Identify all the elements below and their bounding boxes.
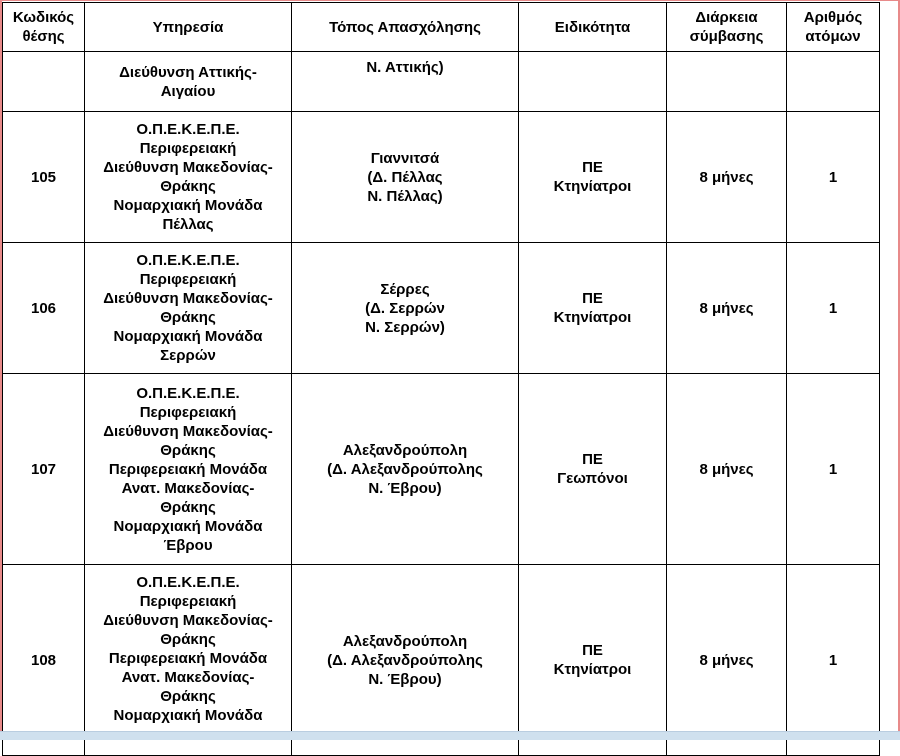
header-code-line: Κωδικός bbox=[12, 9, 75, 26]
service-line: Θράκης bbox=[160, 688, 216, 705]
cell-code: 107 bbox=[3, 374, 85, 565]
cell-specialty bbox=[519, 374, 667, 565]
specialty-line: ΠΕ bbox=[582, 451, 603, 468]
cell-code: 108 bbox=[3, 565, 85, 756]
table-row bbox=[3, 243, 880, 374]
place-line: Ν. Σερρών) bbox=[365, 318, 445, 336]
place-line: Γιαννιτσά bbox=[370, 149, 440, 167]
service-line: Διεύθυνση Μακεδονίας- bbox=[103, 159, 273, 176]
cell-place bbox=[292, 565, 519, 756]
positions-table bbox=[2, 2, 880, 756]
place-line: Αλεξανδρούπολη bbox=[342, 632, 468, 650]
header-service bbox=[85, 3, 292, 52]
cell-code: 106 bbox=[3, 243, 85, 374]
specialty-line: Κτηνίατροι bbox=[553, 178, 632, 195]
service-line: Ο.Π.Ε.Κ.Ε.Π.Ε. bbox=[136, 121, 240, 138]
cell-duration: 8 μήνες bbox=[667, 243, 787, 374]
cell-service bbox=[85, 52, 292, 112]
specialty-line: ΠΕ bbox=[582, 159, 603, 176]
header-specialty bbox=[519, 3, 667, 52]
service-line: Διεύθυνση Αττικής- bbox=[119, 63, 257, 81]
service-line: Σερρών bbox=[160, 347, 216, 364]
cell-duration bbox=[667, 52, 787, 112]
place-line: Σέρρες bbox=[380, 280, 430, 298]
cell-count: 1 bbox=[787, 565, 880, 756]
service-line: Έβρου bbox=[163, 536, 213, 554]
service-line: Διεύθυνση Μακεδονίας- bbox=[103, 612, 273, 629]
service-line: Περιφερειακή bbox=[139, 593, 237, 610]
service-line: Θράκης bbox=[160, 631, 216, 648]
specialty-line: ΠΕ bbox=[582, 290, 603, 307]
cell-place bbox=[292, 52, 519, 112]
service-line: Διεύθυνση Μακεδονίας- bbox=[103, 422, 273, 440]
cell-duration: 8 μήνες bbox=[667, 565, 787, 756]
cell-code bbox=[3, 52, 85, 112]
service-line: Νομαρχιακή Μονάδα bbox=[113, 197, 263, 214]
cell-service bbox=[85, 112, 292, 243]
cell-place bbox=[292, 112, 519, 243]
service-line: Περιφερειακή bbox=[139, 271, 237, 288]
header-count-line: Αριθμός bbox=[803, 9, 863, 26]
service-line: Περιφερειακή bbox=[139, 140, 237, 157]
service-line: Ανατ. Μακεδονίας- bbox=[121, 479, 255, 497]
cell-count: 1 bbox=[787, 243, 880, 374]
service-line: Περιφερειακή bbox=[139, 403, 237, 421]
service-line: Θράκης bbox=[160, 498, 216, 516]
cell-count: 1 bbox=[787, 374, 880, 565]
header-specialty-line: Ειδικότητα bbox=[554, 18, 631, 36]
service-line: Ο.Π.Ε.Κ.Ε.Π.Ε. bbox=[136, 252, 240, 269]
table-row bbox=[3, 374, 880, 565]
header-row bbox=[3, 3, 880, 52]
place-line: Ν. Πέλλας) bbox=[367, 187, 443, 205]
header-duration bbox=[667, 3, 787, 52]
cell-duration: 8 μήνες bbox=[667, 112, 787, 243]
cell-service bbox=[85, 565, 292, 756]
place-line: (Δ. Αλεξανδρούπολης bbox=[327, 460, 483, 478]
service-line: Ανατ. Μακεδονίας- bbox=[121, 669, 255, 686]
cell-service bbox=[85, 243, 292, 374]
header-duration-line: σύμβασης bbox=[689, 28, 764, 45]
cell-place bbox=[292, 243, 519, 374]
service-line: Νομαρχιακή Μονάδα bbox=[113, 517, 263, 535]
place-line: Ν. Έβρου) bbox=[368, 479, 442, 497]
cell-place bbox=[292, 374, 519, 565]
cell-count: 1 bbox=[787, 112, 880, 243]
service-line: Πέλλας bbox=[162, 216, 214, 233]
service-line: Περιφερειακή Μονάδα bbox=[108, 460, 268, 478]
service-line: Νομαρχιακή Μονάδα bbox=[113, 707, 263, 724]
place-line: Ν. Έβρου) bbox=[368, 670, 442, 688]
header-service-line: Υπηρεσία bbox=[152, 18, 224, 36]
table-row bbox=[3, 112, 880, 243]
service-line: Διεύθυνση Μακεδονίας- bbox=[103, 290, 273, 307]
cell-specialty bbox=[519, 52, 667, 112]
cell-specialty bbox=[519, 243, 667, 374]
place-line: Αλεξανδρούπολη bbox=[342, 441, 468, 459]
header-code-line: θέσης bbox=[22, 28, 65, 45]
service-line: Θράκης bbox=[160, 178, 216, 195]
header-duration-line: Διάρκεια bbox=[695, 9, 758, 26]
service-line: Θράκης bbox=[160, 309, 216, 326]
specialty-line: Γεωπόνοι bbox=[557, 470, 628, 487]
cell-service bbox=[85, 374, 292, 565]
cell-count bbox=[787, 52, 880, 112]
service-clip bbox=[87, 565, 289, 749]
service-line: Ο.Π.Ε.Κ.Ε.Π.Ε. bbox=[136, 384, 240, 402]
service-line: Αιγαίου bbox=[160, 82, 216, 100]
cell-specialty bbox=[519, 112, 667, 243]
header-place-line: Τόπος Απασχόλησης bbox=[329, 18, 481, 36]
place-line: (Δ. Σερρών bbox=[365, 299, 445, 317]
table-row bbox=[3, 52, 880, 112]
specialty-line: Κτηνίατροι bbox=[553, 661, 632, 678]
table-row bbox=[3, 565, 880, 756]
place-line: (Δ. Αλεξανδρούπολης bbox=[327, 651, 483, 669]
cell-specialty bbox=[519, 565, 667, 756]
header-count bbox=[787, 3, 880, 52]
specialty-line: Κτηνίατροι bbox=[553, 309, 632, 326]
service-line: Θράκης bbox=[160, 441, 216, 459]
header-count-line: ατόμων bbox=[805, 28, 861, 45]
specialty-line: ΠΕ bbox=[582, 642, 603, 659]
cell-duration: 8 μήνες bbox=[667, 374, 787, 565]
place-line: (Δ. Πέλλας bbox=[367, 168, 443, 186]
place-line: Ν. Αττικής) bbox=[366, 59, 444, 76]
bottom-scroll-edge bbox=[0, 731, 900, 740]
service-line: Περιφερειακή Μονάδα bbox=[108, 650, 268, 667]
header-code bbox=[3, 3, 85, 52]
service-line: Νομαρχιακή Μονάδα bbox=[113, 328, 263, 345]
header-place bbox=[292, 3, 519, 52]
service-line: Ο.Π.Ε.Κ.Ε.Π.Ε. bbox=[136, 574, 240, 591]
cell-code: 105 bbox=[3, 112, 85, 243]
